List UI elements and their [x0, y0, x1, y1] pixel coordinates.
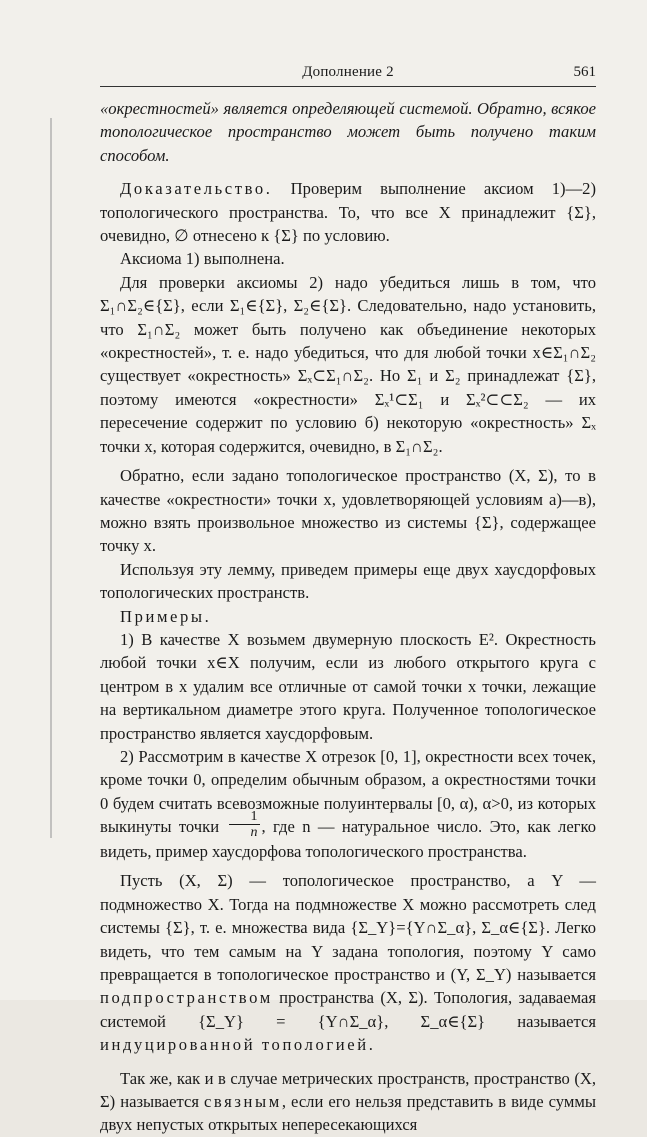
- paragraph-axiom-1: Аксиома 1) выполнена.: [120, 249, 285, 269]
- paragraph-example-2: [100, 745, 596, 863]
- term-subspace: подпространством: [100, 988, 273, 1008]
- paragraph-proof: [100, 177, 596, 247]
- paragraph-lemma-end: «окрестностей» является определяющей системой. Обратно, всякое топологическое пространство может быть получено таким способом.: [100, 99, 596, 165]
- proof-label: Доказательство.: [120, 179, 273, 199]
- connected-text-b: , если его нельзя представить в виде суммы двух непустых открытых непересекающихся: [100, 1091, 596, 1135]
- body-text: [100, 97, 596, 1137]
- running-header: [100, 62, 596, 87]
- fraction-denominator: n: [250, 824, 258, 840]
- fraction-numerator: 1: [229, 809, 260, 825]
- connected-text-a: Так же, как и в случае метрических пространств, пространство (X, Σ) называется: [100, 1068, 596, 1111]
- term-induced-topology: индуцированной топологией.: [100, 1035, 376, 1055]
- examples-heading: Примеры.: [120, 606, 212, 626]
- header-title: Дополнение 2: [302, 64, 394, 80]
- example-2-text-a: 2) Рассмотрим в качестве X отрезок [0, 1], окрестности всех точек, кроме точки 0, определим обычным образом, а окрестностями точки 0 будем считать всевозможные полуинтервалы [0, α), α>0, из которых выкинуты точки: [100, 746, 596, 837]
- fraction-one-over-n: [229, 809, 260, 840]
- subspace-text-b: пространства (X, Σ). Топология, задаваемая системой {Σ_Y} = {Y∩Σ_α}, Σ_α∈{Σ} называется: [100, 988, 596, 1031]
- term-connected: связным: [203, 1091, 282, 1111]
- paragraph-converse: Обратно, если задано топологическое пространство (X, Σ), то в качестве «окрестности» точки x, удовлетворяющей условиям а)—в), можно взять произвольное множество из системы {Σ}, содержащее точку x.: [100, 466, 596, 556]
- paragraph-subspace: [100, 869, 596, 1056]
- paragraph-lemma-usage: Используя эту лемму, приведем примеры еще двух хаусдорфовых топологических пространств.: [100, 559, 596, 603]
- paragraph-axiom-2: Для проверки аксиомы 2) надо убедиться лишь в том, что Σ₁∩Σ₂∈{Σ}, если Σ₁∈{Σ}, Σ₂∈{Σ}. Следовательно, надо установить, что Σ₁∩Σ₂ может быть получено как объединение некоторых «окрестностей», т. е. надо убедиться, что для любой точки x∈Σ₁∩Σ₂ существует «окрестность» Σₓ⊂Σ₁∩Σ₂. Но Σ₁ и Σ₂ принадлежат {Σ}, поэтому имеются «окрестности» Σₓ¹⊂Σ₁ и Σₓ²⊂⊂Σ₂ — их пересечение содержит по условию б) некоторую «окрестность» Σₓ точки x, которая содержится, очевидно, в Σ₁∩Σ₂.: [100, 272, 596, 456]
- proof-text: Проверим выполнение аксиом 1)—2) топологического пространства. То, что все X принадлежит {Σ}, очевидно, ∅ отнесено к {Σ} по условию.: [100, 179, 596, 246]
- paragraph-example-1: 1) В качестве X возьмем двумерную плоскость E². Окрестность любой точки x∈X получим, если из любого открытого круга с центром в x удалим все отличные от самой точки x точки, лежащие на вертикальном диаметре этого круга. Полученное топологическое пространство является хаусдорфовым.: [100, 629, 596, 743]
- margin-rule: [50, 118, 52, 838]
- example-2-text-b: , где n — натуральное число. Это, как легко видеть, пример хаусдорфова топологического пространства.: [100, 817, 597, 861]
- page-number: 561: [573, 64, 596, 80]
- paragraph-connected: [100, 1067, 596, 1137]
- subspace-text-a: Пусть (X, Σ) — топологическое пространство, а Y — подмножество X. Тогда на подмножестве X можно рассмотреть след системы {Σ}, т. е. множества вида {Σ_Y}={Y∩Σ_α}, Σ_α∈{Σ}. Легко видеть, что тем самым на Y задана топология, поэтому Y само превращается в топологическое пространство и (Y, Σ_Y) называется: [100, 871, 596, 984]
